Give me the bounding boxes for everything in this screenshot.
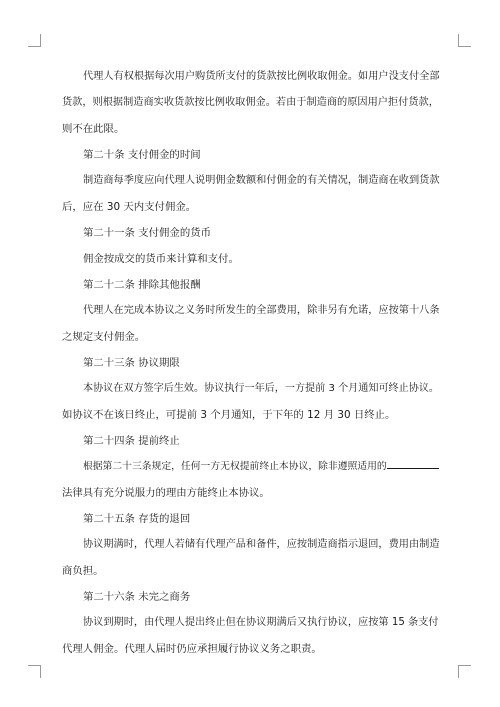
crop-mark-top-left bbox=[28, 34, 41, 47]
text-line: 代理人佣金。代理人届时仍应承担履行协议义务之职责。 bbox=[62, 643, 322, 655]
text-line: 货款，则根据制造商实收货款按比例收取佣金。若由于制造商的原因用户拒付货款， bbox=[62, 97, 439, 108]
crop-mark-top-right bbox=[458, 34, 471, 47]
text-line: 本协议在双方签字后生效。协议执行一年后，一方提前 3 个月通知可终止协议。 bbox=[83, 383, 440, 394]
article-heading: 第二十五条 存货的退回 bbox=[83, 513, 191, 525]
text-line: 协议期满时，代理人若储有代理产品和备件，应按制造商指示退回，费用由制造 bbox=[83, 539, 440, 550]
fill-in-blank bbox=[387, 458, 439, 469]
article-heading: 第二十六条 未完之商务 bbox=[83, 591, 191, 603]
text-line: 法律具有充分说服力的理由方能终止本协议。 bbox=[62, 487, 270, 499]
text-line: 如协议不在该日终止，可提前 3 个月通知，于下年的 12 月 30 日终止。 bbox=[62, 409, 396, 421]
text-line: 根据第二十三条规定，任何一方无权提前终止本协议，除非遵照适用的 bbox=[62, 454, 440, 480]
crop-mark-bottom-right bbox=[458, 665, 471, 678]
article-heading: 第二十条 支付佣金的时间 bbox=[83, 149, 201, 161]
text-line: 代理人在完成本协议之义务时所发生的全部费用，除非另有允诺，应按第十八条 bbox=[83, 305, 440, 316]
text-line: 制造商每季度应向代理人说明佣金数额和付佣金的有关情况，制造商在收到货款 bbox=[83, 175, 440, 186]
article-heading: 第二十三条 协议期限 bbox=[83, 357, 180, 369]
document-body bbox=[62, 64, 440, 662]
text-line: 协议到期时，由代理人提出终止但在协议期满后又执行协议，应按第 15 条支付 bbox=[83, 617, 439, 628]
article-heading: 第二十二条 排除其他报酬 bbox=[83, 279, 201, 291]
article-heading: 第二十四条 提前终止 bbox=[83, 435, 180, 447]
crop-mark-bottom-left bbox=[28, 665, 41, 678]
text-line: 后，应在 30 天内支付佣金。 bbox=[62, 201, 197, 213]
text-line: 则不在此限。 bbox=[62, 123, 125, 135]
article-heading: 第二十一条 支付佣金的货币 bbox=[83, 227, 211, 239]
text-line: 之规定支付佣金。 bbox=[62, 331, 146, 343]
text-line: 佣金按成交的货币来计算和支付。 bbox=[83, 253, 239, 265]
text-line: 商负担。 bbox=[62, 565, 104, 577]
text-line: 代理人有权根据每次用户购货所支付的货款按比例收取佣金。如用户没支付全部 bbox=[83, 71, 440, 82]
